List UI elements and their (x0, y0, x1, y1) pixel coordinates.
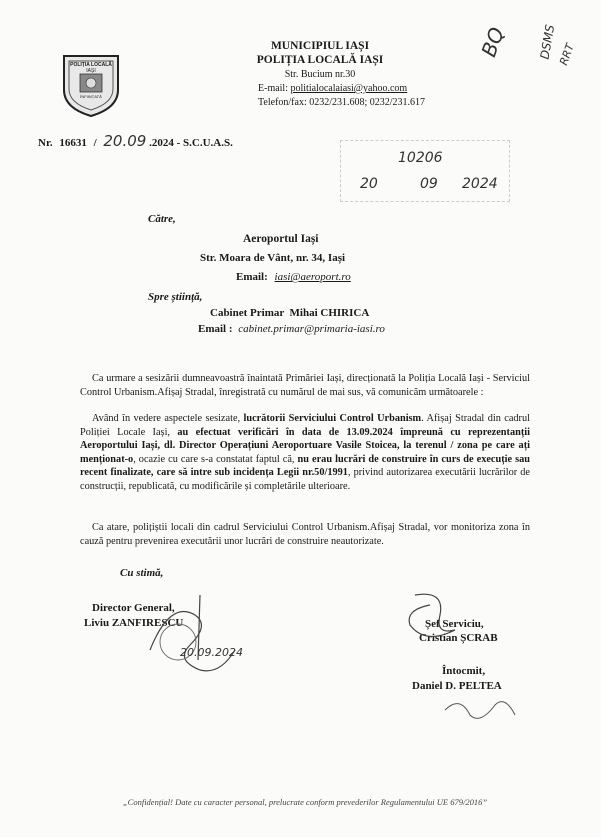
stamp-year: 2024 (462, 176, 498, 192)
body-paragraph-3 (80, 521, 530, 548)
p2-text-a: Având în vedere aspectele sesizate, (92, 413, 244, 424)
body-paragraph-1 (80, 372, 530, 399)
p2-text-g: , privind autorizarea executării lucrărilor de construcții, republicată, cu modificările și completările ulterioare. (80, 467, 530, 492)
address-line: Str. Bucium nr.30 (284, 69, 356, 80)
registration-stamp (340, 140, 510, 202)
recipient-email-label: Email: (236, 271, 268, 283)
handwritten-mark-2: DSMS (537, 23, 558, 61)
drafted-name: Daniel D. PELTEA (412, 680, 502, 692)
department-name: POLIȚIA LOCALĂ IAȘI (256, 54, 384, 66)
right-signature-icon (395, 585, 475, 665)
recipient-email-link[interactable]: iasi@aeroport.ro (274, 271, 351, 283)
logo-text-top: POLIȚIA LOCALĂ (70, 62, 112, 68)
p2-text-e: , ocazie cu care s-a constatat faptul că, (133, 453, 298, 465)
right-signatory-name: Cristian ȘCRAB (419, 632, 498, 644)
nr-slash: / (93, 137, 97, 149)
footer-confidential: „Confidențial! Date cu caracter personal, prelucrate conform prevederilor Regulamentului UE 679/2016” (122, 797, 488, 807)
nr-label: Nr. (38, 137, 53, 149)
drafted-signature-icon (440, 690, 520, 730)
header-email-link[interactable]: politialocalaiasi@yahoo.com (290, 83, 408, 94)
phone-line: Telefon/fax: 0232/231.608; 0232/231.617 (258, 97, 426, 108)
logo-text-bottom: ÎNFIINȚATĂ (80, 94, 102, 99)
logo-text-mid: IAȘI (86, 68, 96, 74)
handwritten-date: 20.09 (103, 132, 147, 150)
p2-text-d: au efectuat verificări în data de 13.09.2024 împreună cu reprezentanții Aeroportului Iași, dl. Director Operațiuni Aeroportuare Vasile Stoicea, la terenul / zona pe care ați menționat-o (80, 426, 530, 465)
recipient-email-line (236, 271, 351, 283)
left-signatory-title: Director General, (92, 602, 175, 614)
p1-text: Ca urmare a sesizării dumneavoastră înaintată Primăriei Iași, direcționată la Poliția Locală Iași - Serviciul Control Urbanism.Afișaj Stradal, înregistrată cu numărul de mai sus, vă comunicăm următoarele : (80, 373, 530, 398)
drafted-label: Întocmit, (442, 665, 486, 677)
cc-label: Spre știință, (148, 291, 203, 303)
stamp-number: 10206 (398, 150, 443, 166)
nr-value: 16631 (59, 137, 87, 149)
police-logo (60, 50, 122, 118)
email-line (258, 83, 407, 94)
body-paragraph-2 (80, 412, 530, 494)
email-label: E-mail: (258, 83, 288, 94)
reference-line (38, 132, 233, 150)
recipient-name: Aeroportul Iași (243, 233, 319, 245)
right-signatory-title: Șef Serviciu, (425, 618, 484, 630)
to-label: Către, (148, 213, 176, 225)
p2-text-c: . Afișaj Stradal din cadrul Poliției Locale Iași, (80, 413, 530, 438)
nr-suffix: .2024 - S.C.U.A.S. (149, 137, 233, 149)
stamp-day: 20 (360, 176, 378, 192)
shield-icon (60, 50, 122, 118)
closing: Cu stimă, (120, 567, 164, 579)
p2-text-f: nu erau lucrări de construire în curs de execuție sau recent finalizate, care să intre sub incidența Legii nr.50/1991 (80, 453, 531, 479)
p2-text-b: lucrătorii Serviciului Control Urbanism (243, 413, 422, 424)
stamp-month: 09 (420, 176, 438, 192)
recipient-address: Str. Moara de Vânt, nr. 34, Iași (200, 252, 346, 264)
left-signature-icon (140, 590, 260, 680)
left-signatory-name: Liviu ZANFIRESCU (84, 617, 184, 629)
cc-email-label: Email : (198, 323, 233, 335)
institution-name: MUNICIPIUL IAȘI (270, 40, 370, 52)
cc-email-line (198, 323, 385, 335)
p3-text: Ca atare, polițiștii locali din cadrul Serviciului Control Urbanism.Afișaj Stradal, vor monitoriza zona în cauză pentru prevenirea executării unor lucrări de construire neautorizate. (80, 522, 530, 547)
left-signature-date: 20.09.2024 (180, 646, 243, 659)
handwritten-mark-1: BQ (476, 24, 510, 60)
cc-email-link[interactable]: cabinet.primar@primaria-iasi.ro (238, 323, 385, 335)
handwritten-mark-3: RRT (557, 41, 577, 68)
cc-name: Cabinet Primar Mihai CHIRICA (210, 307, 370, 319)
